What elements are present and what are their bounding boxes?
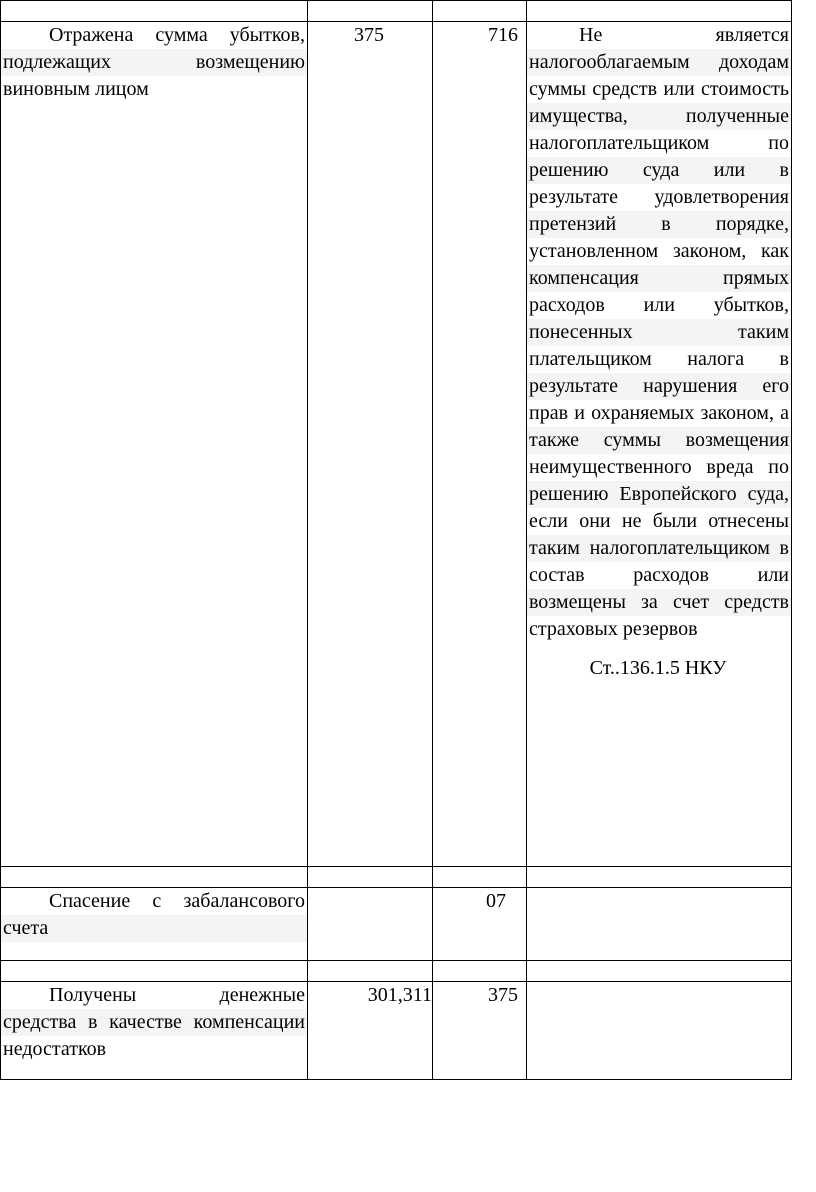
- entry-description-cell: [1, 22, 308, 867]
- entry-description-cell: [1, 888, 308, 961]
- entry-debit-cell: [308, 982, 433, 1080]
- entry-credit-cell: [433, 982, 527, 1080]
- entry-credit-cell: [433, 22, 527, 867]
- entry-description: Отражена сумма убытков, подлежащих возмещению виновным лицом: [1, 22, 307, 103]
- entry-description-cell: [1, 982, 308, 1080]
- entry-credit: 716: [488, 24, 518, 46]
- entry-debit-cell: [308, 22, 433, 867]
- entry-note-reference: Ст..136.1.5 НКУ: [589, 657, 727, 679]
- entry-note-cell: [527, 888, 792, 961]
- entry-description: Получены денежные средства в качестве компенсации недостатков: [1, 982, 307, 1063]
- table-row: [1, 888, 792, 961]
- entry-note-cell: [527, 982, 792, 1080]
- table-row-spacer: [1, 961, 792, 982]
- entry-credit-cell: [433, 888, 527, 961]
- table-row: [1, 982, 792, 1080]
- entry-debit: 301,311: [367, 984, 432, 1006]
- entry-description: Спасение с забалансового счета: [1, 888, 307, 942]
- entry-credit: 07: [486, 890, 506, 912]
- entry-debit: 375: [354, 24, 384, 46]
- entry-note-cell: [527, 22, 792, 867]
- entry-debit-cell: [308, 888, 433, 961]
- table-row-spacer: [1, 867, 792, 888]
- entry-note: Не является налогооблагаемым доходам суммы средств или стоимость имущества, полученные налогоплательщиком по решению суда или в результате удовлетворения претензий в порядке, установленном законом, как компенсация прямых расходов или убытков, понесенных таким плательщиком налога в результате нарушения его прав и охраняемых законом, а также суммы возмещения неимущественного вреда по решению Европейского суда, если они не были отнесены таким налогоплательщиком в состав расходов или возмещены за счет средств страховых резервов: [527, 22, 791, 643]
- table-row: [1, 22, 792, 867]
- table-row-spacer: [1, 1, 792, 22]
- entry-credit: 375: [488, 984, 518, 1006]
